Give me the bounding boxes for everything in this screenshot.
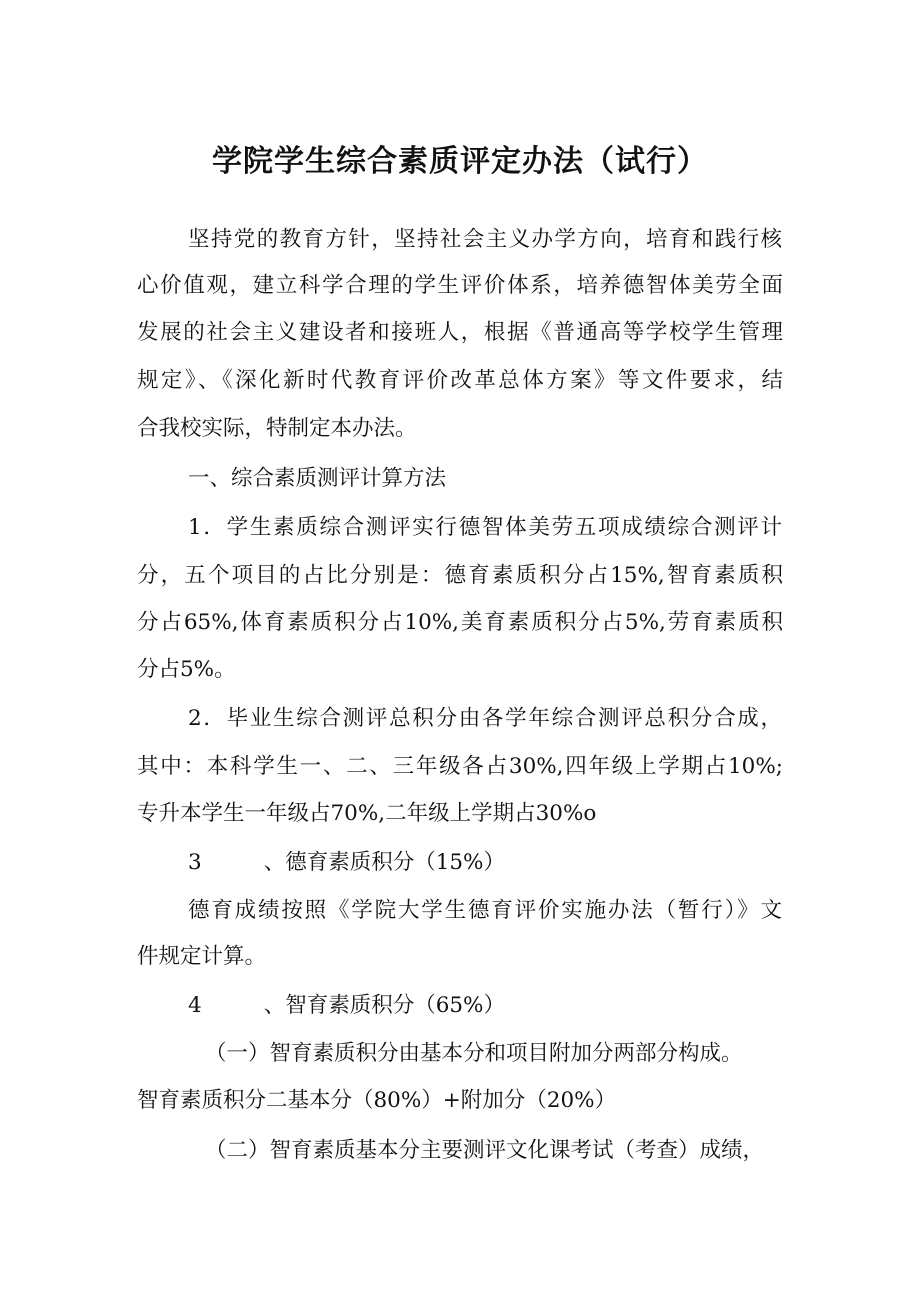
- item-1-line-3: 分占65%,体育素质积分占10%,美育素质积分占5%,劳育素质积: [137, 610, 783, 635]
- paragraph-intro-line-5: 合我校实际，特制定本办法。: [137, 416, 417, 441]
- item-2-line-3: 专升本学生一年级占70%,二年级上学期占30%o: [137, 801, 597, 826]
- paragraph-intro-line-1: 坚持党的教育方针，坚持社会主义办学方向，培育和践行核: [188, 227, 782, 252]
- item-1-line-4: 分占5%。: [137, 657, 236, 682]
- item-2-line-2: 其中：本科学生一、二、三年级各占30%,四年级上学期占10%;: [137, 754, 783, 779]
- item-2-line-1: 2．毕业生综合测评总积分由各学年综合测评总积分合成，: [188, 706, 782, 731]
- item-3-title: 、德育素质积分（15%）: [263, 850, 505, 875]
- item-1-line-1: 1．学生素质综合测评实行德智体美劳五项成绩综合测评计: [188, 515, 782, 540]
- paragraph-intro-line-2: 心价值观，建立科学合理的学生评价体系，培养德智体美劳全面: [137, 273, 783, 298]
- item-4-sub-2-line-1: （二）智育素质基本分主要测评文化课考试（考查）成绩，: [205, 1138, 765, 1163]
- item-4-sub-1-line-1: （一）智育素质积分由基本分和项目附加分两部分构成。: [205, 1041, 743, 1066]
- item-1-line-2: 分，五个项目的占比分别是：德育素质积分占15%,智育素质积: [137, 563, 783, 588]
- item-3-line-2: 件规定计算。: [137, 944, 267, 969]
- item-4-sub-1-line-2: 智育素质积分二基本分（80%）+附加分（20%）: [137, 1088, 617, 1113]
- section-heading-1: 一、综合素质测评计算方法: [188, 466, 447, 491]
- item-3-heading: [188, 848, 505, 878]
- item-3-line-1: 德育成绩按照《学院大学生德育评价实施办法（暂行）》文: [188, 898, 782, 923]
- document-title: 学院学生综合素质评定办法（试行）: [212, 144, 708, 179]
- item-4-title: 、智育素质积分（65%）: [263, 993, 505, 1018]
- item-4-heading: [188, 991, 505, 1021]
- paragraph-intro-line-4: 规定》、《深化新时代教育评价改革总体方案》等文件要求，结: [137, 368, 783, 393]
- paragraph-intro-line-3: 发展的社会主义建设者和接班人，根据《普通高等学校学生管理: [137, 320, 783, 345]
- item-4-number: 4: [188, 993, 202, 1018]
- item-3-number: 3: [188, 850, 202, 875]
